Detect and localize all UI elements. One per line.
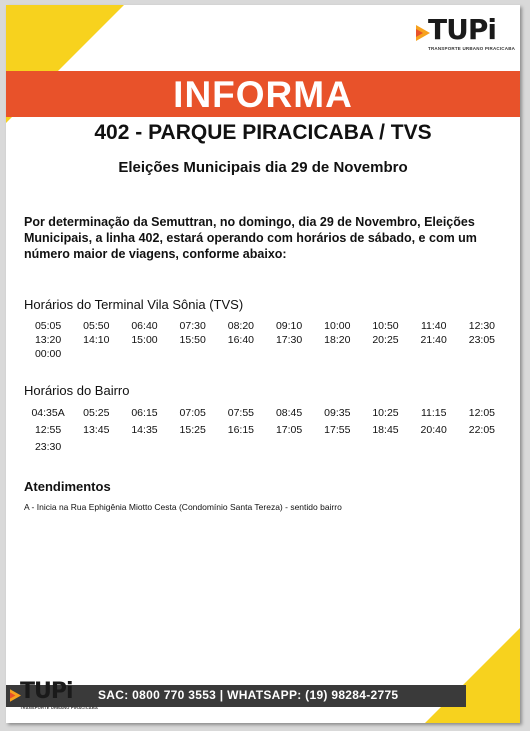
- schedule-time: 07:05: [179, 407, 206, 419]
- schedule-time: 05:25: [83, 407, 110, 419]
- schedule-time: 20:25: [372, 334, 399, 346]
- notice-page: [6, 5, 520, 723]
- logo-tagline: TRANSPORTE URBANO PIRACICABA: [20, 705, 99, 710]
- schedule-time: 11:40: [420, 320, 447, 332]
- schedule-time: 11:15: [420, 407, 447, 419]
- schedule-time: 06:40: [131, 320, 158, 332]
- schedule-time: 10:00: [324, 320, 351, 332]
- schedule-time: 09:35: [324, 407, 351, 419]
- intro-line: número maior de viagens, conforme abaixo:: [24, 247, 287, 261]
- schedule-time: 12:30: [468, 320, 496, 332]
- schedule-time: 13:20: [34, 334, 62, 346]
- atendimentos-note: A - Inicia na Rua Ephigênia Miotto Cesta (Condomínio Santa Tereza) - sentido bairro: [24, 502, 342, 512]
- schedule-time: 17:55: [324, 424, 351, 436]
- tupi-logo-footer: [10, 679, 99, 715]
- schedule-time: 20:40: [420, 424, 447, 436]
- notice-subtitle: Eleições Municipais dia 29 de Novembro: [118, 159, 408, 176]
- terminal-schedule-grid: [24, 320, 506, 361]
- schedule-time: 16:15: [227, 424, 255, 436]
- logo-tagline: TRANSPORTE URBANO PIRACICABA: [428, 46, 516, 51]
- schedule-time: 22:05: [468, 424, 496, 436]
- schedule-time: 00:00: [34, 348, 62, 360]
- schedule-time: 08:20: [227, 320, 255, 332]
- schedule-time: 06:15: [131, 407, 158, 419]
- schedule-time: 13:45: [83, 424, 110, 436]
- footer-contact: SAC: 0800 770 3553 | WHATSAPP: (19) 98284-2775: [98, 688, 399, 702]
- schedule-time: 12:05: [468, 407, 496, 419]
- bairro-schedule-grid: [24, 406, 506, 456]
- schedule-time: 05:50: [83, 320, 110, 332]
- schedule-time: 10:50: [372, 320, 399, 332]
- tupi-logo: [416, 13, 516, 61]
- intro-line: Municipais, a linha 402, estará operando com horários de sábado, e com um: [24, 231, 477, 245]
- intro-paragraph: [24, 214, 504, 262]
- bairro-schedule-title: Horários do Bairro: [24, 383, 130, 398]
- schedule-time: 10:25: [372, 407, 399, 419]
- schedule-time: 21:40: [420, 334, 447, 346]
- terminal-schedule-title: Horários do Terminal Vila Sônia (TVS): [24, 297, 244, 312]
- schedule-time: 15:00: [131, 334, 158, 346]
- schedule-time: 14:35: [131, 424, 158, 436]
- schedule-time: 05:05: [34, 320, 62, 332]
- schedule-time: 07:55: [227, 407, 255, 419]
- schedule-time: 14:10: [83, 334, 110, 346]
- schedule-time: 16:40: [227, 334, 255, 346]
- schedule-time: 15:25: [179, 424, 206, 436]
- schedule-time: 08:45: [275, 407, 303, 419]
- route-title: 402 - PARQUE PIRACICABA / TVS: [94, 121, 432, 144]
- schedule-time: 09:10: [275, 320, 303, 332]
- schedule-time: 07:30: [179, 320, 206, 332]
- schedule-time: 18:45: [372, 424, 399, 436]
- logo-wordmark: TUPi: [20, 679, 73, 704]
- logo-wordmark: TUPi: [428, 13, 496, 46]
- atendimentos-title: Atendimentos: [24, 479, 111, 494]
- schedule-time: 23:05: [468, 334, 496, 346]
- schedule-time: 12:55: [34, 424, 62, 436]
- informa-banner: INFORMA: [6, 71, 520, 117]
- intro-line: Por determinação da Semuttran, no domingo, dia 29 de Novembro, Eleições: [24, 215, 475, 229]
- schedule-time: 04:35A: [31, 407, 65, 419]
- corner-decoration-bottom-right: [425, 628, 520, 723]
- schedule-time: 17:05: [275, 424, 303, 436]
- schedule-time: 15:50: [179, 334, 206, 346]
- schedule-time: 17:30: [275, 334, 303, 346]
- schedule-time: 18:20: [324, 334, 351, 346]
- schedule-time: 23:30: [34, 441, 62, 453]
